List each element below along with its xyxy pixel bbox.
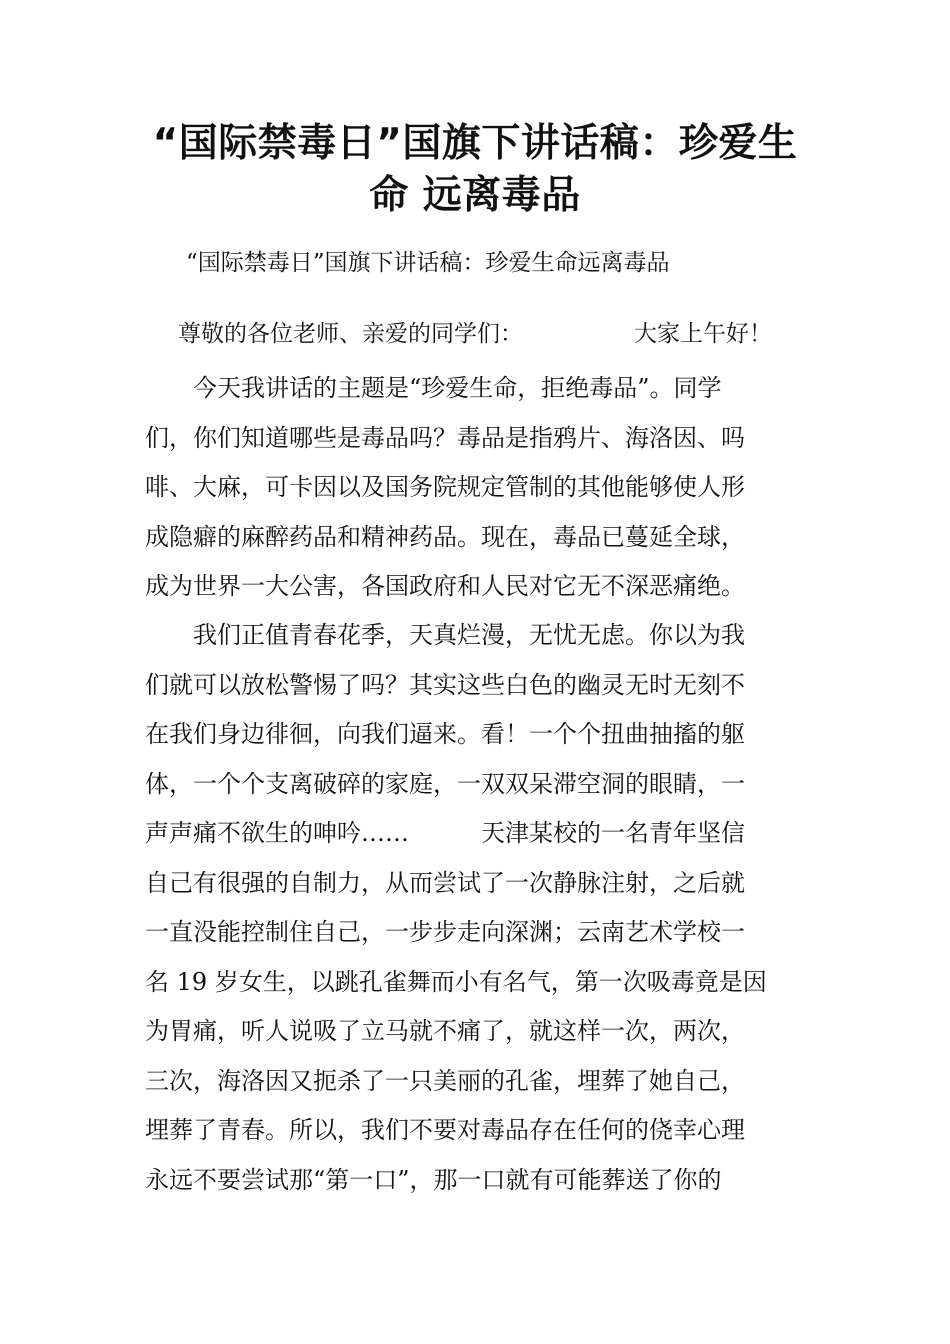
paragraph-2-line: 名 19 岁女生，以跳孔雀舞而小有名气，第一次吸毒竟是因 xyxy=(145,967,767,996)
title-line-1: “国际禁毒日”国旗下讲话稿：珍爱生 xyxy=(152,121,798,166)
paragraph-2-line: 一直没能控制住自己，一步步走向深渊；云南艺术学校一 xyxy=(145,918,745,946)
greeting-row xyxy=(0,318,950,350)
paragraph-2-line-5-start: 声声痛不欲生的呻吟…… xyxy=(145,819,409,847)
paragraph-2-line: 体，一个个支离破碎的家庭，一双双呆滞空洞的眼睛，一 xyxy=(145,769,745,798)
paragraph-1-line: 今天我讲话的主题是“珍爱生命，拒绝毒品”。同学 xyxy=(193,374,722,402)
document-title xyxy=(120,118,830,222)
paragraph-2-line: 永远不要尝试那“第一口”，那一口就有可能葬送了你的 xyxy=(145,1165,722,1194)
paragraph-2-line: 们就可以放松警惕了吗？其实这些白色的幽灵无时无刻不 xyxy=(145,670,745,699)
morning-greeting: 大家上午好！ xyxy=(634,321,772,347)
paragraph-2-line: 自己有很强的自制力，从而尝试了一次静脉注射，之后就 xyxy=(145,868,745,897)
paragraph-1 xyxy=(145,364,810,612)
greeting-text: 尊敬的各位老师、亲爱的同学们： xyxy=(178,321,523,347)
paragraph-2-line: 为胃痛，听人说吸了立马就不痛了，就这样一次，两次， xyxy=(145,1017,745,1045)
paragraph-2-line-5-end: 天津某校的一名青年坚信 xyxy=(481,819,745,847)
paragraph-1-line: 们，你们知道哪些是毒品吗？毒品是指鸦片、海洛因、吗 xyxy=(145,423,745,452)
paragraph-2 xyxy=(145,611,810,1205)
paragraph-2-line: 在我们身边徘徊，向我们逼来。看！一个个扭曲抽搐的躯 xyxy=(145,720,745,748)
paragraph-2-line: 三次，海洛因又扼杀了一只美丽的孔雀，埋葬了她自己， xyxy=(145,1066,745,1095)
document-subtitle: “国际禁毒日”国旗下讲话稿：珍爱生命远离毒品 xyxy=(186,250,670,276)
paragraph-2-line: 我们正值青春花季，天真烂漫，无忧无虑。你以为我 xyxy=(193,621,745,649)
paragraph-1-line: 啡、大麻，可卡因以及国务院规定管制的其他能够使人形 xyxy=(145,473,745,501)
paragraph-2-line: 埋葬了青春。所以，我们不要对毒品存在任何的侥幸心理 xyxy=(145,1116,745,1144)
title-line-2: 命 远离毒品 xyxy=(369,173,581,218)
paragraph-1-line: 成为世界一大公害，各国政府和人民对它无不深恶痛绝。 xyxy=(145,572,745,600)
paragraph-1-line: 成隐癖的麻醉药品和精神药品。现在，毒品已蔓延全球， xyxy=(145,522,745,551)
paragraph-2-line-split xyxy=(145,809,810,859)
